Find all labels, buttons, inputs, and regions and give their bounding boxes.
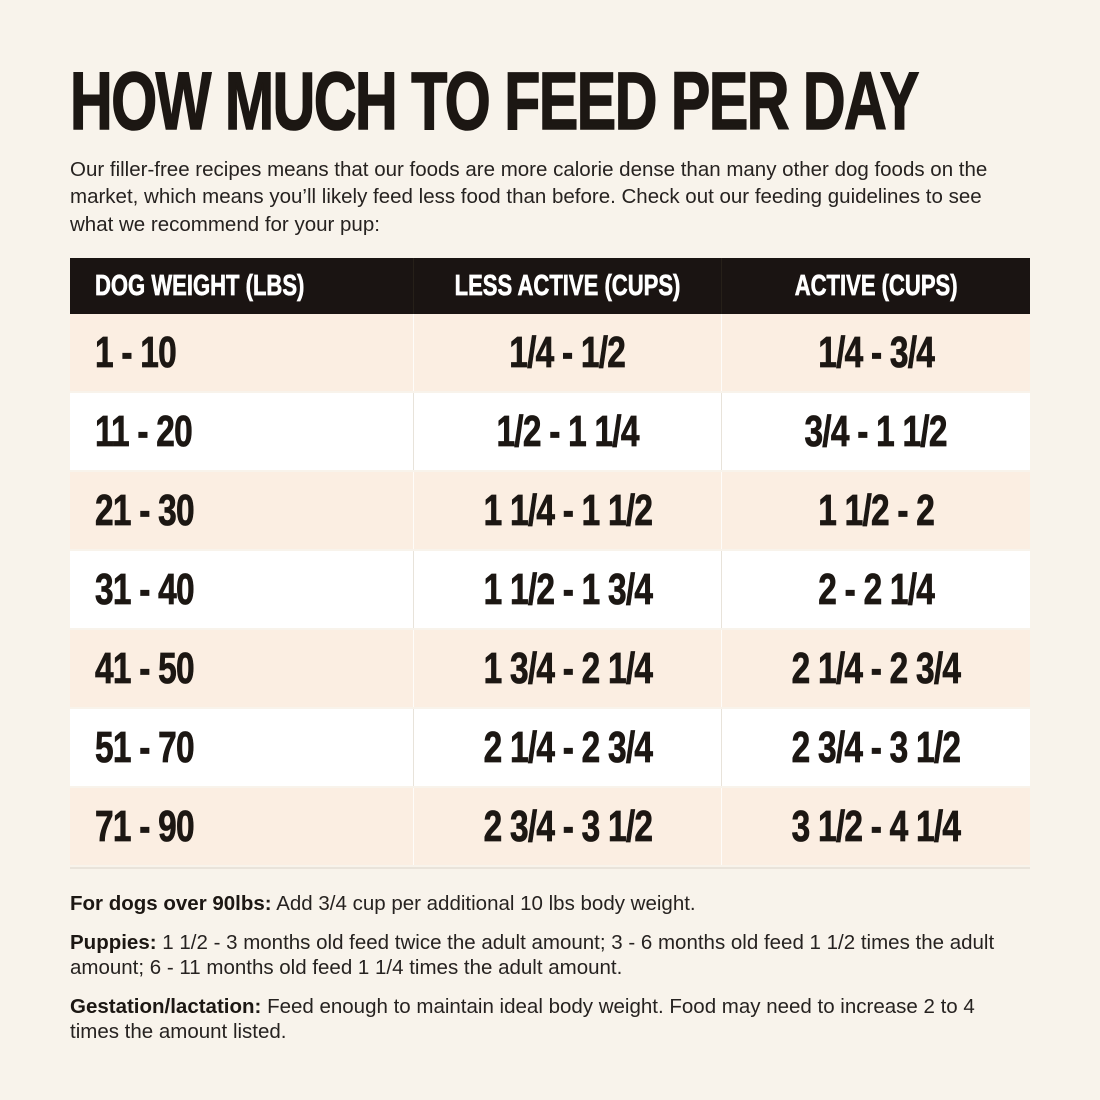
cell-dog-weight: [70, 709, 413, 786]
cell-value: 21 - 30: [95, 485, 194, 535]
cell-less-active: [413, 709, 721, 786]
footnotes: [70, 891, 1018, 1044]
cell-value: 41 - 50: [95, 643, 194, 693]
note-puppies: [70, 930, 1018, 981]
cell-value: 71 - 90: [95, 801, 194, 851]
cell-value: 2 - 2 1/4: [818, 564, 934, 614]
cell-value: 1 3/4 - 2 1/4: [483, 643, 652, 693]
header-label-dog-weight: DOG WEIGHT (LBS): [95, 269, 305, 302]
intro-text: Our filler-free recipes means that our foods are more calorie dense than many other dog foods on the market, which means you’ll likely feed less food than before. Check out our feeding guidelines to see what we recommend for your pup:: [70, 158, 988, 236]
cell-value: 1 - 10: [95, 327, 176, 377]
note-text: Add 3/4 cup per additional 10 lbs body weight.: [276, 892, 696, 916]
cell-value: 1 1/2 - 2: [818, 485, 934, 535]
cell-active: [721, 709, 1030, 786]
header-label-less-active: LESS ACTIVE (CUPS): [454, 269, 681, 302]
cell-active: [721, 472, 1030, 549]
cell-value: 1 1/2 - 1 3/4: [483, 564, 652, 614]
cell-value: 11 - 20: [95, 406, 192, 456]
cell-value: 2 1/4 - 2 3/4: [483, 722, 652, 772]
note-gestation-lactation: [70, 994, 1018, 1045]
table-header-row: [70, 258, 1030, 314]
cell-dog-weight: [70, 551, 413, 628]
cell-dog-weight: [70, 314, 413, 391]
cell-active: [721, 630, 1030, 707]
cell-active: [721, 393, 1030, 470]
cell-value: 2 3/4 - 3 1/2: [483, 801, 652, 851]
cell-active: [721, 551, 1030, 628]
table-row: [70, 630, 1030, 709]
cell-dog-weight: [70, 393, 413, 470]
cell-dog-weight: [70, 472, 413, 549]
feeding-table: [70, 258, 1030, 869]
cell-less-active: [413, 393, 721, 470]
table-row: [70, 314, 1030, 393]
note-text: Feed enough to maintain ideal body weight. Food may need to increase 2 to 4 times the amount listed.: [70, 994, 975, 1044]
page-title-text: HOW MUCH TO FEED PER DAY: [70, 56, 918, 147]
cell-value: 31 - 40: [95, 564, 194, 614]
table-row: [70, 393, 1030, 472]
header-cell-less-active: [413, 258, 721, 314]
header-cell-dog-weight: [70, 258, 413, 314]
cell-value: 1/4 - 3/4: [818, 327, 934, 377]
table-row: [70, 472, 1030, 551]
cell-less-active: [413, 551, 721, 628]
cell-less-active: [413, 788, 721, 865]
table-row: [70, 709, 1030, 788]
cell-value: 2 3/4 - 3 1/2: [791, 722, 961, 772]
cell-value: 2 1/4 - 2 3/4: [791, 643, 961, 693]
page-title: [70, 56, 1030, 147]
cell-value: 3/4 - 1 1/2: [804, 406, 948, 456]
cell-value: 1/2 - 1 1/4: [496, 406, 639, 456]
cell-value: 51 - 70: [95, 722, 194, 772]
note-label: Puppies:: [70, 930, 157, 954]
cell-dog-weight: [70, 630, 413, 707]
cell-less-active: [413, 472, 721, 549]
note-label: For dogs over 90lbs:: [70, 892, 272, 916]
cell-value: 3 1/2 - 4 1/4: [791, 801, 961, 851]
header-label-active: ACTIVE (CUPS): [794, 269, 958, 302]
note-over-90lbs: [70, 891, 1018, 916]
cell-active: [721, 314, 1030, 391]
table-row: [70, 788, 1030, 867]
cell-active: [721, 788, 1030, 865]
cell-value: 1 1/4 - 1 1/2: [483, 485, 652, 535]
header-cell-active: [721, 258, 1030, 314]
table-row: [70, 551, 1030, 630]
cell-less-active: [413, 314, 721, 391]
cell-less-active: [413, 630, 721, 707]
note-text: 1 1/2 - 3 months old feed twice the adult amount; 3 - 6 months old feed 1 1/2 times the adult amount; 6 - 11 months old feed 1 1/4 times the adult amount.: [70, 930, 995, 980]
note-label: Gestation/lactation:: [70, 994, 262, 1018]
cell-dog-weight: [70, 788, 413, 865]
cell-value: 1/4 - 1/2: [509, 327, 626, 377]
